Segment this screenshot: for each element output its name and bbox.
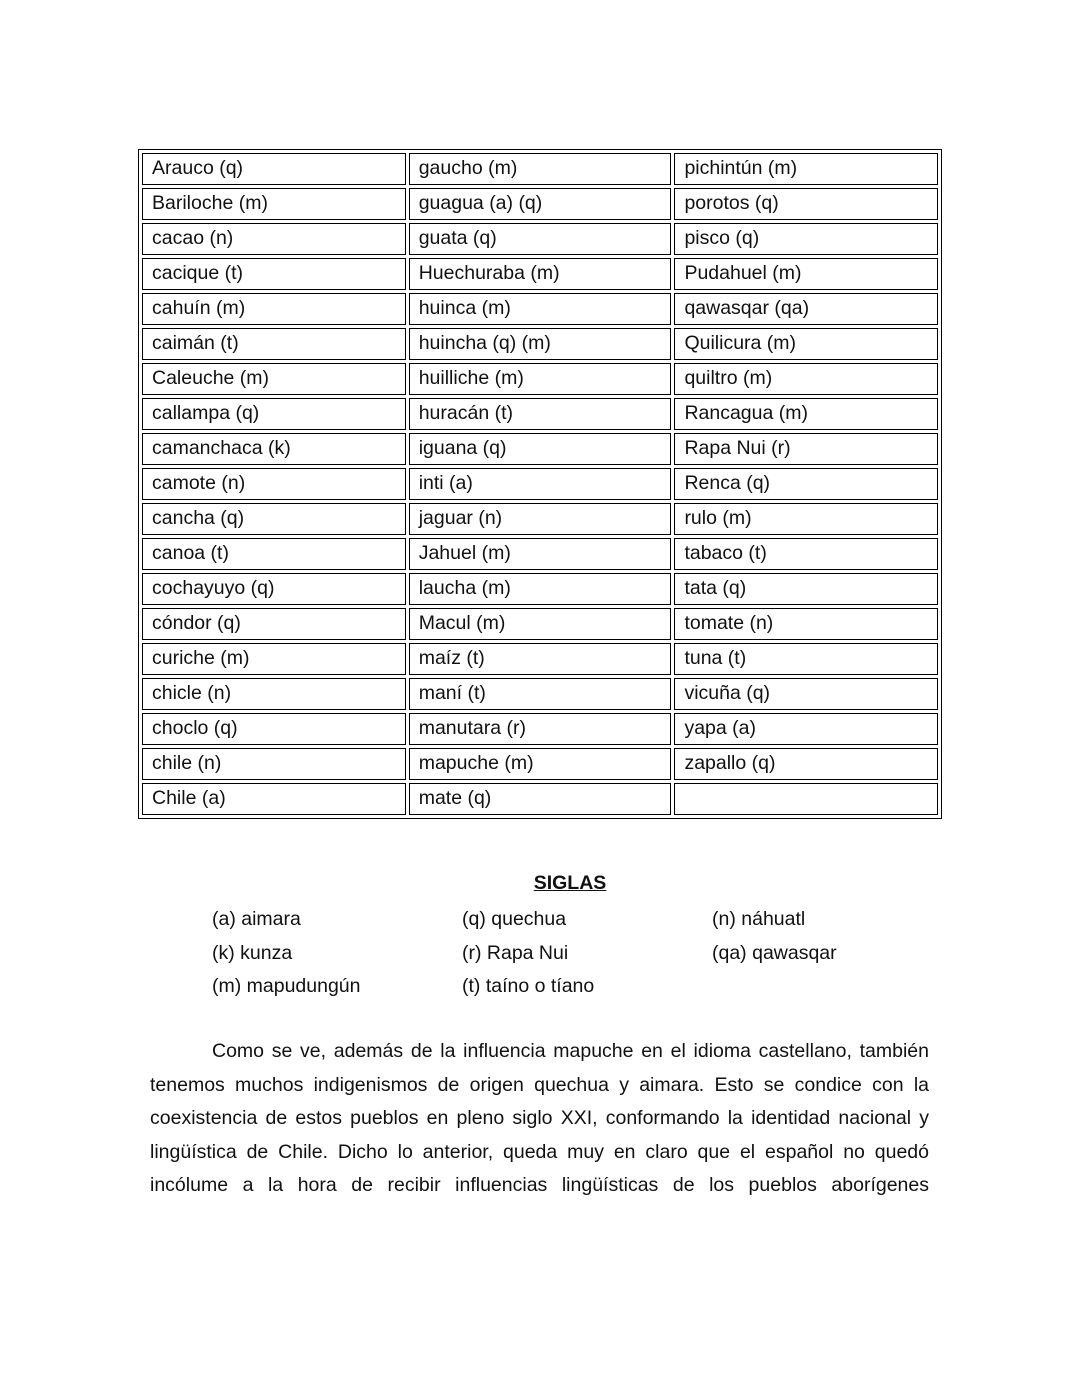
siglas-row bbox=[212, 937, 912, 971]
table-row bbox=[142, 293, 938, 325]
sigla-entry: (qa) qawasqar bbox=[712, 941, 837, 964]
table-cell: canoa (t) bbox=[142, 538, 406, 570]
table-cell: qawasqar (qa) bbox=[674, 293, 938, 325]
table-cell: jaguar (n) bbox=[409, 503, 672, 535]
table-row bbox=[142, 328, 938, 360]
table-cell: cóndor (q) bbox=[142, 608, 406, 640]
table-cell: pichintún (m) bbox=[674, 153, 938, 185]
table-cell: huincha (q) (m) bbox=[409, 328, 672, 360]
siglas-legend bbox=[212, 903, 912, 1004]
table-row bbox=[142, 153, 938, 185]
table-cell: tata (q) bbox=[674, 573, 938, 605]
table-cell: Jahuel (m) bbox=[409, 538, 672, 570]
siglas-row bbox=[212, 903, 912, 937]
table-row bbox=[142, 188, 938, 220]
table-cell: Rapa Nui (r) bbox=[674, 433, 938, 465]
table-cell: guagua (a) (q) bbox=[409, 188, 672, 220]
table-row bbox=[142, 398, 938, 430]
table-cell: tuna (t) bbox=[674, 643, 938, 675]
table-cell: Arauco (q) bbox=[142, 153, 406, 185]
indigenous-words-table bbox=[138, 149, 942, 819]
table-cell: yapa (a) bbox=[674, 713, 938, 745]
table-row bbox=[142, 468, 938, 500]
table-cell: laucha (m) bbox=[409, 573, 672, 605]
table-cell: curiche (m) bbox=[142, 643, 406, 675]
table-cell: camanchaca (k) bbox=[142, 433, 406, 465]
table-cell: huilliche (m) bbox=[409, 363, 672, 395]
table-row bbox=[142, 608, 938, 640]
table-body bbox=[142, 153, 938, 815]
table-cell: Macul (m) bbox=[409, 608, 672, 640]
table-cell: tomate (n) bbox=[674, 608, 938, 640]
table-cell: tabaco (t) bbox=[674, 538, 938, 570]
table-cell: zapallo (q) bbox=[674, 748, 938, 780]
table-cell: porotos (q) bbox=[674, 188, 938, 220]
table-cell: maíz (t) bbox=[409, 643, 672, 675]
table-cell: camote (n) bbox=[142, 468, 406, 500]
table-cell: quiltro (m) bbox=[674, 363, 938, 395]
table-row bbox=[142, 363, 938, 395]
sigla-entry: (t) taíno o tíano bbox=[462, 975, 595, 998]
table-cell: vicuña (q) bbox=[674, 678, 938, 710]
sigla-entry: (k) kunza bbox=[212, 941, 293, 964]
table-cell: pisco (q) bbox=[674, 223, 938, 255]
table-cell: Rancagua (m) bbox=[674, 398, 938, 430]
table-row bbox=[142, 748, 938, 780]
table-cell: Chile (a) bbox=[142, 783, 406, 815]
table-cell: cacique (t) bbox=[142, 258, 406, 290]
siglas-row bbox=[212, 970, 912, 1004]
siglas-title: SIGLAS bbox=[533, 872, 607, 894]
table-cell: Caleuche (m) bbox=[142, 363, 406, 395]
table-cell: mate (q) bbox=[409, 783, 672, 815]
sigla-entry: (m) mapudungún bbox=[212, 975, 361, 998]
table-row bbox=[142, 678, 938, 710]
body-paragraph: Como se ve, además de la influencia mapuche en el idioma castellano, también tenemos muchos indigenismos de origen quechua y aimara. Esto se condice con la coexistencia de estos pueblos en pleno siglo XXI, conformando la identidad nacional y lingüística de Chile. Dicho lo anterior, queda muy en claro que el español no quedó incólume a la hora de recibir influencias lingüísticas de los pueblos aborígenes bbox=[150, 1040, 929, 1197]
table-cell: chicle (n) bbox=[142, 678, 406, 710]
table-cell: huinca (m) bbox=[409, 293, 672, 325]
table-row bbox=[142, 783, 938, 815]
sigla-entry: (n) náhuatl bbox=[712, 908, 806, 931]
table-cell: guata (q) bbox=[409, 223, 672, 255]
table-cell: rulo (m) bbox=[674, 503, 938, 535]
table-cell: manutara (r) bbox=[409, 713, 672, 745]
table-row bbox=[142, 538, 938, 570]
table-cell: huracán (t) bbox=[409, 398, 672, 430]
table-row bbox=[142, 433, 938, 465]
table-cell: mapuche (m) bbox=[409, 748, 672, 780]
table-cell: chile (n) bbox=[142, 748, 406, 780]
table-row bbox=[142, 223, 938, 255]
table-cell: cahuín (m) bbox=[142, 293, 406, 325]
table-cell bbox=[674, 783, 938, 815]
table-cell: Huechuraba (m) bbox=[409, 258, 672, 290]
table-cell: cancha (q) bbox=[142, 503, 406, 535]
table-cell: Quilicura (m) bbox=[674, 328, 938, 360]
table-row bbox=[142, 258, 938, 290]
table-cell: choclo (q) bbox=[142, 713, 406, 745]
sigla-entry: (a) aimara bbox=[212, 908, 301, 931]
table-cell: caimán (t) bbox=[142, 328, 406, 360]
table-cell: Pudahuel (m) bbox=[674, 258, 938, 290]
table-row bbox=[142, 573, 938, 605]
table-cell: cochayuyo (q) bbox=[142, 573, 406, 605]
sigla-entry: (q) quechua bbox=[462, 908, 567, 931]
table-cell: Renca (q) bbox=[674, 468, 938, 500]
table-row bbox=[142, 503, 938, 535]
table-cell: Bariloche (m) bbox=[142, 188, 406, 220]
table-cell: iguana (q) bbox=[409, 433, 672, 465]
table-cell: maní (t) bbox=[409, 678, 672, 710]
table-row bbox=[142, 643, 938, 675]
table-cell: cacao (n) bbox=[142, 223, 406, 255]
table-cell: inti (a) bbox=[409, 468, 672, 500]
sigla-entry: (r) Rapa Nui bbox=[462, 941, 569, 964]
table-cell: gaucho (m) bbox=[409, 153, 672, 185]
table-cell: callampa (q) bbox=[142, 398, 406, 430]
table-row bbox=[142, 713, 938, 745]
